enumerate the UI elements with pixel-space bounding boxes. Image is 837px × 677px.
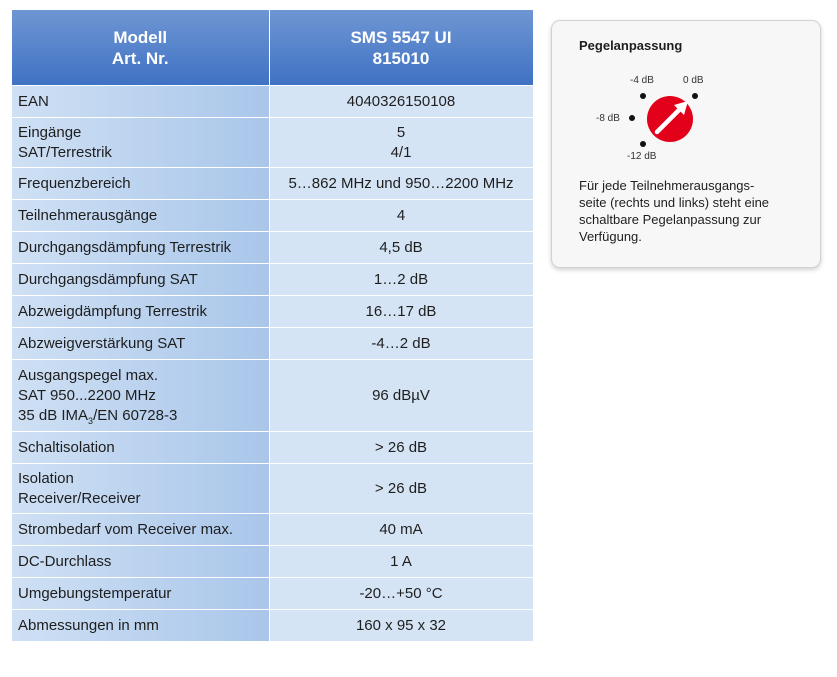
dial-dot-minus4 [640, 93, 646, 99]
row-value [269, 200, 533, 232]
row-label-text: Strombedarf vom Receiver max. [18, 520, 234, 538]
row-label-subscript: 3 [88, 415, 94, 426]
dial-label-0: 0 dB [683, 75, 704, 86]
row-label [12, 464, 269, 514]
row-label [12, 432, 269, 464]
header-value-cell [269, 10, 533, 86]
row-value-text: -20…+50 °C [359, 584, 443, 602]
row-value-text: 4 [396, 206, 406, 224]
card-text-line: Verfügung. [579, 229, 642, 244]
row-value-text: > 26 dB [374, 438, 428, 456]
row-label-text: 35 dB IMA [18, 406, 89, 424]
row-label-text: Abzweigverstärkung SAT [18, 334, 186, 352]
dial-dot-0 [692, 93, 698, 99]
table-row-ean [12, 86, 533, 118]
table-row-dimensions [12, 610, 533, 642]
table-row-outputs [12, 200, 533, 232]
row-label [12, 232, 269, 264]
row-value-text: 40 mA [379, 520, 423, 538]
row-value [269, 546, 533, 578]
table-row-switch-isolation [12, 432, 533, 464]
header-article-number: 815010 [372, 48, 430, 68]
table-row-current-draw [12, 514, 533, 546]
row-value [269, 118, 533, 168]
row-label-text: Abmessungen in mm [18, 616, 159, 634]
row-value [269, 296, 533, 328]
row-label-text: SAT/Terrestrik [18, 143, 112, 161]
table-row-inputs [12, 118, 533, 168]
row-value [269, 168, 533, 200]
row-value-text: > 26 dB [374, 479, 428, 497]
row-label [12, 264, 269, 296]
table-row-dc-pass [12, 546, 533, 578]
row-label-text: Frequenzbereich [18, 174, 131, 192]
row-value-text: -4…2 dB [371, 334, 431, 352]
table-row-output-level [12, 360, 533, 432]
row-value [269, 328, 533, 360]
row-label-text: Umgebungstemperatur [18, 584, 172, 602]
table-row-ambient-temp [12, 578, 533, 610]
table-row-tap-gain-sat [12, 328, 533, 360]
table-row-frequency [12, 168, 533, 200]
row-value [269, 86, 533, 118]
dial-label-minus4: -4 dB [630, 75, 654, 86]
row-label [12, 168, 269, 200]
row-value-text: 16…17 dB [365, 302, 437, 320]
row-value-text: 96 dBµV [372, 386, 430, 404]
row-value [269, 264, 533, 296]
row-value-text: 160 x 95 x 32 [355, 616, 447, 634]
row-value-text: 5 [396, 123, 406, 141]
row-value-text: 1…2 dB [373, 270, 429, 288]
row-value [269, 360, 533, 432]
row-label-text: DC-Durchlass [18, 552, 112, 570]
table-row-through-loss-sat [12, 264, 533, 296]
row-label-text: /EN 60728-3 [93, 406, 178, 424]
row-label-text: Durchgangsdämpfung Terrestrik [18, 238, 232, 256]
header-label-cell [12, 10, 269, 86]
row-label [12, 578, 269, 610]
table-row-tap-loss-terr [12, 296, 533, 328]
dial-dot-minus8 [629, 115, 635, 121]
row-value [269, 514, 533, 546]
table-row-through-loss-terr [12, 232, 533, 264]
dial-label-minus12: -12 dB [627, 151, 657, 162]
row-label [12, 86, 269, 118]
dial-graphic [582, 69, 712, 169]
row-value-text: 4,5 dB [379, 238, 423, 256]
header-model-name: SMS 5547 UI [350, 27, 452, 47]
row-label [12, 118, 269, 168]
row-label [12, 546, 269, 578]
card-description [579, 177, 804, 245]
row-value [269, 232, 533, 264]
row-label-text: Schaltisolation [18, 438, 115, 456]
card-text-line: Für jede Teilnehmerausgangs- [579, 178, 755, 193]
table-header-row [12, 10, 533, 86]
header-label-line2: Art. Nr. [111, 48, 169, 68]
row-value [269, 432, 533, 464]
row-value-text: 4040326150108 [346, 92, 456, 110]
row-label-text: Teilnehmerausgänge [18, 206, 158, 224]
row-label-text: Durchgangsdämpfung SAT [18, 270, 198, 288]
dial-label-minus8: -8 dB [596, 113, 620, 124]
table-row-receiver-isolation [12, 464, 533, 514]
row-label-text: Receiver/Receiver [18, 489, 141, 507]
row-value-text: 4/1 [390, 143, 412, 161]
row-label [12, 296, 269, 328]
row-label-text: Isolation [18, 469, 74, 487]
level-dial-diagram [582, 69, 712, 169]
row-label-text: Ausgangspegel max. [18, 366, 159, 384]
row-label [12, 328, 269, 360]
row-label [12, 360, 269, 432]
card-title: Pegelanpassung [579, 38, 683, 53]
row-label [12, 610, 269, 642]
row-value [269, 578, 533, 610]
row-label [12, 514, 269, 546]
row-value-text: 1 A [390, 552, 412, 570]
card-text-line: schaltbare Pegelanpassung zur [579, 212, 762, 227]
row-label-text: Abzweigdämpfung Terrestrik [18, 302, 207, 320]
row-label-text: Eingänge [18, 123, 82, 141]
row-label-text: SAT 950...2200 MHz [18, 386, 156, 404]
row-label-text: EAN [18, 92, 49, 110]
dial-dot-minus12 [640, 141, 646, 147]
row-value [269, 464, 533, 514]
row-value-text: 5…862 MHz und 950…2200 MHz [288, 174, 514, 192]
level-adjustment-card [551, 20, 821, 268]
header-label-line1: Modell [113, 27, 168, 47]
spec-table [12, 10, 534, 642]
row-label [12, 200, 269, 232]
card-text-line: seite (rechts und links) steht eine [579, 195, 770, 210]
row-value [269, 610, 533, 642]
